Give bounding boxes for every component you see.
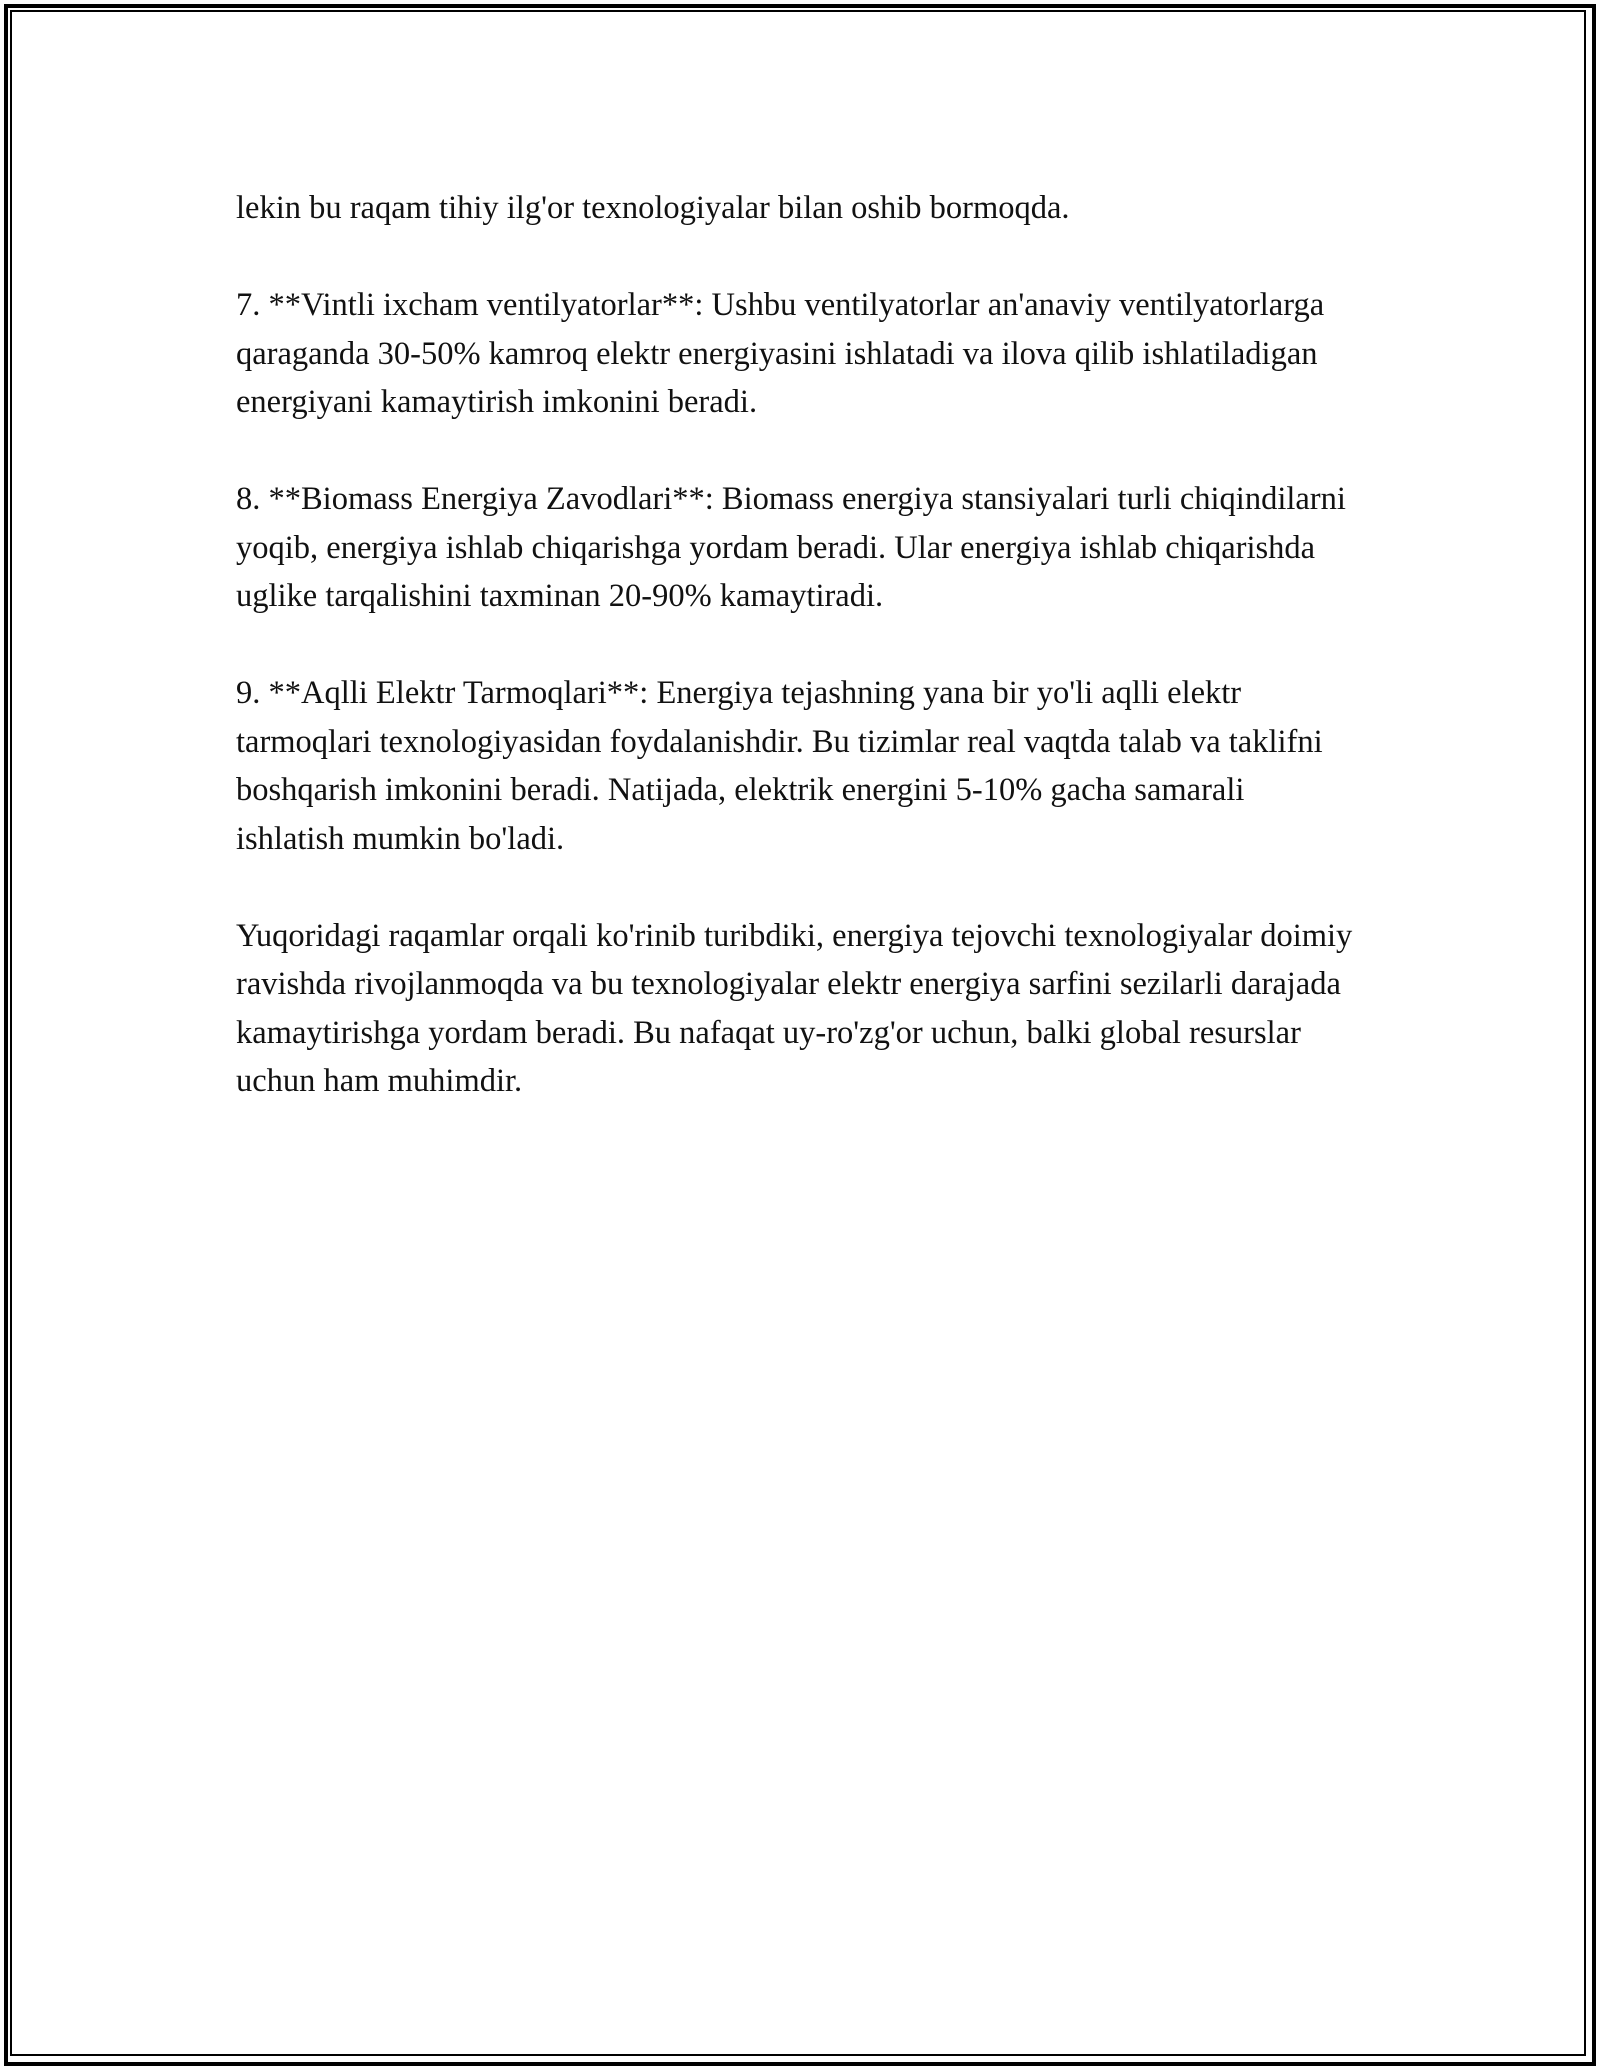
- paragraph-item-7: 7. **Vintli ixcham ventilyatorlar**: Ushbu ventilyatorlar an'anaviy ventilyatorlarga qaraganda 30-50% kamroq elektr energiyasini ishlatadi va ilova qilib ishlatiladigan energiyani kamaytirish imkonini beradi.: [236, 287, 1325, 420]
- paragraph-item-8: 8. **Biomass Energiya Zavodlari**: Biomass energiya stansiyalari turli chiqindilarni yoqib, energiya ishlab chiqarishga yordam beradi. Ular energiya ishlab chiqarishda uglike tarqalishini taxminan 20-90% kamaytiradi.: [236, 481, 1346, 614]
- paragraph-continuation: lekin bu raqam tihiy ilg'or texnologiyalar bilan oshib bormoqda.: [236, 190, 1070, 226]
- document-body: [236, 184, 1356, 1154]
- paragraph-item-9: 9. **Aqlli Elektr Tarmoqlari**: Energiya tejashning yana bir yo'li aqlli elektr tarmoqlari texnologiyasidan foydalanishdir. Bu tizimlar real vaqtda talab va taklifni boshqarish imkonini beradi. Natijada, elektrik energini 5-10% gacha samarali ishlatish mumkin bo'ladi.: [236, 675, 1323, 857]
- paragraph-conclusion: Yuqoridagi raqamlar orqali ko'rinib turibdiki, energiya tejovchi texnologiyalar doimiy ravishda rivojlanmoqda va bu texnologiyalar elektr energiya sarfini sezilarli darajada kamaytirishga yordam beradi. Bu nafaqat uy-ro'zg'or uchun, balki global resurslar uchun ham muhimdir.: [236, 917, 1353, 1099]
